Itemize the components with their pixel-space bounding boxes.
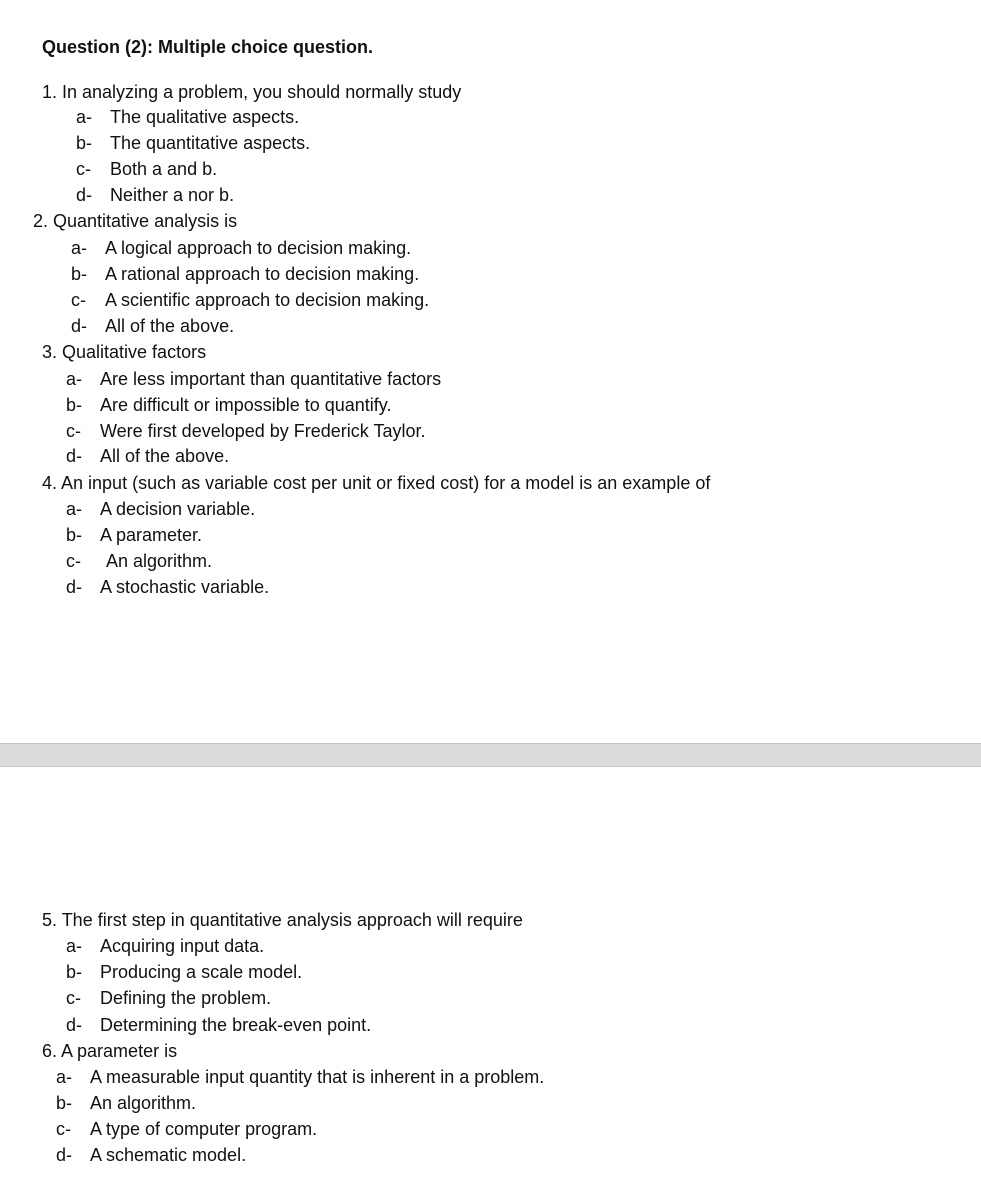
option-text: Are difficult or impossible to quantify. xyxy=(100,395,392,415)
question-3-stem: 3. Qualitative factors xyxy=(42,342,207,362)
question-4-option-b xyxy=(66,522,202,548)
option-text: The quantitative aspects. xyxy=(110,133,311,153)
option-letter: d- xyxy=(56,1145,73,1165)
question-1-option-a xyxy=(76,104,299,130)
question-4-stem: 4. An input (such as variable cost per unit or fixed cost) for a model is an example of xyxy=(42,473,711,493)
option-text: All of the above. xyxy=(100,446,230,466)
option-letter: b- xyxy=(71,264,88,284)
option-text: A type of computer program. xyxy=(90,1119,318,1139)
option-text: Acquiring input data. xyxy=(100,936,265,956)
option-letter: d- xyxy=(66,577,83,597)
question-1-option-d xyxy=(76,182,234,208)
option-letter: a- xyxy=(66,369,83,389)
option-text: Are less important than quantitative factors xyxy=(100,369,442,389)
option-text: An algorithm. xyxy=(106,551,213,571)
option-letter: a- xyxy=(71,238,88,258)
question-6-option-a xyxy=(56,1064,544,1090)
page-heading: Question (2): Multiple choice question. xyxy=(42,37,374,57)
option-text: Defining the problem. xyxy=(100,988,272,1008)
option-letter: c- xyxy=(76,159,91,179)
option-text: Were first developed by Frederick Taylor. xyxy=(100,421,426,441)
option-text: A measurable input quantity that is inherent in a problem. xyxy=(90,1067,545,1087)
option-text: A stochastic variable. xyxy=(100,577,270,597)
question-1-option-c xyxy=(76,156,217,182)
page-break-divider xyxy=(0,743,981,767)
question-2-option-c xyxy=(71,287,429,313)
question-3-option-c xyxy=(66,418,425,444)
option-letter: b- xyxy=(66,525,83,545)
option-letter: c- xyxy=(66,551,81,571)
question-4-option-a xyxy=(66,496,255,522)
option-letter: a- xyxy=(76,107,93,127)
question-2-stem: 2. Quantitative analysis is xyxy=(33,211,238,231)
option-letter: a- xyxy=(66,936,83,956)
question-1-option-b xyxy=(76,130,310,156)
option-letter: a- xyxy=(56,1067,73,1087)
question-6-option-c xyxy=(56,1116,317,1142)
option-letter: c- xyxy=(71,290,86,310)
option-letter: d- xyxy=(66,1015,83,1035)
question-4-option-d xyxy=(66,574,269,600)
option-text: An algorithm. xyxy=(90,1093,197,1113)
option-letter: d- xyxy=(76,185,93,205)
option-letter: b- xyxy=(66,395,83,415)
option-letter: b- xyxy=(66,962,83,982)
option-letter: c- xyxy=(66,421,81,441)
question-5-option-b xyxy=(66,959,302,985)
question-2-option-a xyxy=(71,235,411,261)
question-1-stem: 1. In analyzing a problem, you should normally study xyxy=(42,82,462,102)
option-text: A rational approach to decision making. xyxy=(105,264,420,284)
option-text: A parameter. xyxy=(100,525,203,545)
option-text: The qualitative aspects. xyxy=(110,107,300,127)
question-5-option-d xyxy=(66,1012,371,1038)
option-text: Both a and b. xyxy=(110,159,218,179)
option-text: Neither a nor b. xyxy=(110,185,235,205)
option-letter: b- xyxy=(56,1093,73,1113)
question-6-option-d xyxy=(56,1142,246,1168)
question-4-option-c xyxy=(66,548,212,574)
question-3-option-a xyxy=(66,366,441,392)
question-5-option-c xyxy=(66,985,271,1011)
question-2-option-d xyxy=(71,313,234,339)
option-letter: c- xyxy=(56,1119,71,1139)
question-6-stem: 6. A parameter is xyxy=(42,1041,178,1061)
option-text: A scientific approach to decision making. xyxy=(105,290,430,310)
question-3-option-d xyxy=(66,443,229,469)
question-6-option-b xyxy=(56,1090,196,1116)
option-text: A decision variable. xyxy=(100,499,256,519)
option-text: All of the above. xyxy=(105,316,235,336)
question-2-option-b xyxy=(71,261,419,287)
question-5-option-a xyxy=(66,933,264,959)
option-text: A schematic model. xyxy=(90,1145,247,1165)
option-letter: c- xyxy=(66,988,81,1008)
question-5-stem: 5. The first step in quantitative analysis approach will require xyxy=(42,910,523,930)
option-letter: a- xyxy=(66,499,83,519)
option-text: Producing a scale model. xyxy=(100,962,303,982)
option-letter: b- xyxy=(76,133,93,153)
option-text: A logical approach to decision making. xyxy=(105,238,412,258)
question-3-option-b xyxy=(66,392,391,418)
option-letter: d- xyxy=(71,316,88,336)
option-letter: d- xyxy=(66,446,83,466)
option-text: Determining the break-even point. xyxy=(100,1015,372,1035)
